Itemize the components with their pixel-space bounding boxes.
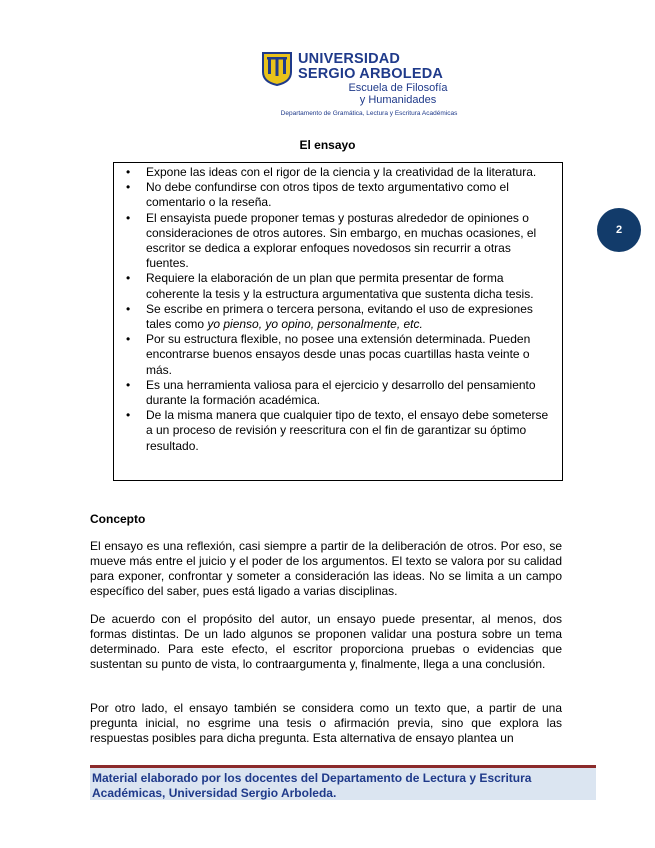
list-item-italic-text: yo pienso, yo opino, personalmente, etc. xyxy=(207,317,423,332)
paragraph: De acuerdo con el propósito del autor, un ensayo puede presentar, al menos, dos formas distintas. De un lado algunos se proponen validar una postura sobre un tema determinado. Para este efecto, el escritor proporciona pruebas o evidencias que sustentan su punto de vista, lo contraargumenta y, finalmente, llega a una conclusión. xyxy=(90,612,562,671)
list-item: • Requiere la elaboración de un plan que permita presentar de forma coherente la tesis y la estructura argumentativa que sustenta dicha tesis. xyxy=(118,271,556,301)
university-name-line1: UNIVERSIDAD xyxy=(298,51,401,67)
list-item: • Es una herramienta valiosa para el ejercicio y desarrollo del pensamiento durante la formación académica. xyxy=(118,378,556,408)
characteristics-list xyxy=(118,165,556,454)
university-logo xyxy=(262,48,502,120)
school-name xyxy=(262,82,472,106)
page-number-badge: 2 xyxy=(597,208,641,252)
paragraph: El ensayo es una reflexión, casi siempre a partir de la deliberación de otros. Por eso, se mueve más entre el juicio y el poder de los argumentos. El texto se valora por su calidad para exponer, confrontar y someter a consideración las ideas. No se limita a un campo específico del saber, pues está ligado a varias disciplinas. xyxy=(90,539,562,598)
list-item-text: Se escribe en primera o tercera persona, evitando el uso de expresiones tales como xyxy=(146,301,533,332)
paragraph: Por otro lado, el ensayo también se considera como un texto que, a partir de una pregunta inicial, no esgrime una tesis o afirmación previa, sino que explora las respuestas posibles para dicha pregunta. Esta alternativa de ensayo plantea un xyxy=(90,701,562,745)
department-name: Departamento de Gramática, Lectura y Escritura Académicas xyxy=(280,110,458,117)
university-name-line2: SERGIO ARBOLEDA xyxy=(298,66,444,82)
list-item: • Expone las ideas con el rigor de la ciencia y la creatividad de la literatura. xyxy=(118,165,556,180)
university-shield-icon xyxy=(262,52,292,86)
list-item: • Por su estructura flexible, no posee una extensión determinada. Pueden encontrarse buenos ensayos desde unas pocas cuartillas hasta veinte o más. xyxy=(118,332,556,378)
list-item: • De la misma manera que cualquier tipo de texto, el ensayo debe someterse a un proceso de revisión y reescritura con el fin de garantizar su óptimo resultado. xyxy=(118,408,556,454)
university-name xyxy=(298,52,443,82)
list-item: • El ensayista puede proponer temas y posturas alrededor de opiniones o consideraciones de otros autores. Sin embargo, en muchas ocasiones, el escritor se dedica a explorar enfoques novedosos sin recurrir a otras fuentes. xyxy=(118,211,556,272)
footer-line1: Material elaborado por los docentes del Departamento de Lectura y Escritura xyxy=(92,771,532,785)
document-title: El ensayo xyxy=(299,138,356,152)
list-item: • No debe confundirse con otros tipos de texto argumentativo como el comentario o la reseña. xyxy=(118,180,556,210)
section-heading: Concepto xyxy=(90,512,146,526)
school-name-line2: y Humanidades xyxy=(359,94,437,106)
school-name-line1: Escuela de Filosofía xyxy=(348,82,448,94)
footer-line2: Académicas, Universidad Sergio Arboleda. xyxy=(92,786,337,800)
page-footer xyxy=(90,765,596,800)
characteristics-box xyxy=(113,162,563,481)
list-item xyxy=(118,302,556,332)
